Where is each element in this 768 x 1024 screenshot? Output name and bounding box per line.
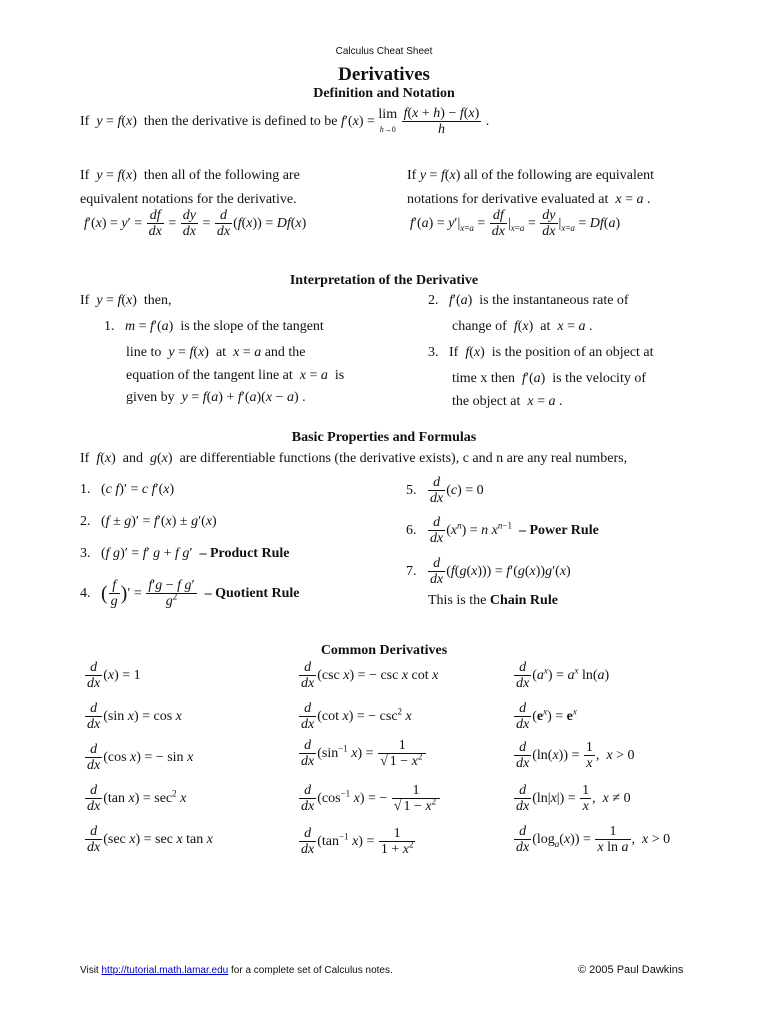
notation-right-formula: $f'(a) = y'|_{x=a}$ = $\frac{df}{dx}$ $|_{x=a}$ = $\frac{dy}{dx}$ $|_{x=a} = Df(a)$ <box>410 208 621 240</box>
notation-left-formula: f′(x) = y′ = $\frac{df}{dx}$ = $\frac{dy}{dx}$ = $\frac{d}{dx}$ (f(x)) = Df(x) <box>84 208 307 240</box>
rule-7: 7. $\frac{d}{dx}$ (f(g(x))) = f′(g(x))g′(x) <box>406 556 571 588</box>
interpretation-item1-line3: equation of the tangent line at x = a is <box>126 368 345 383</box>
footer-visit: Visit <box>80 965 99 976</box>
deriv-tan: $\frac{d}{dx}$ (tan $x) = \sec^2 x$ <box>87 783 187 815</box>
section-common-heading: Common Derivatives <box>320 643 448 658</box>
interpretation-item3: 3. If f(x) is the position of an object at <box>428 345 654 360</box>
deriv-csc: $\frac{d}{dx}$ (csc x) = − csc x cot x <box>301 660 439 692</box>
footer-rest: for a complete set of Calculus notes. <box>231 965 393 976</box>
footer-copyright: © 2005 Paul Dawkins <box>578 964 684 976</box>
interpretation-item3-line2: time x then f′(a) is the velocity of <box>452 371 646 386</box>
derivative-definition: If y = f(x) then the derivative is defined to be f′(x) = lim h→0 $\frac{f(x + h) - f(x)}{h}$ . <box>80 106 490 138</box>
interpretation-item2-line2: change of f(x) at x = a . <box>452 319 593 334</box>
deriv-arctan: $\frac{d}{dx}$ ($\tan^{-1}$ x) = $\frac{1}{1 + x^2}$ <box>301 826 414 858</box>
deriv-cos: $\frac{d}{dx}$ (cos x) = − sin x <box>87 742 194 774</box>
basic-intro: If f(x) and g(x) are differentiable functions (the derivative exists), c and n are any real numbers, <box>80 451 628 466</box>
deriv-arccos: $\frac{d}{dx}$ ($\cos^{-1}$ x) = − $\frac{1}{√ 1 - x^2}$ <box>298 783 441 815</box>
footer-note <box>80 965 393 976</box>
deriv-x: $\frac{d}{dx}$ (x) = 1 <box>87 660 141 692</box>
notation-right-line2: notations for derivative evaluated at x = a . <box>407 192 651 207</box>
deriv-cot: $\frac{d}{dx}$ (cot x) = − $\csc^2 x$ <box>301 701 412 733</box>
rule-1: 1. (c f)′ = c f′(x) <box>80 482 175 497</box>
interpretation-item1-line2: line to y = f(x) at x = a and the <box>126 345 306 360</box>
interpretation-item2: 2. f′(a) is the instantaneous rate of <box>428 293 629 308</box>
page-title: Derivatives <box>338 64 430 85</box>
notation-left-line2: equivalent notations for the derivative. <box>80 192 297 207</box>
interpretation-item1-line4: given by y = f(a) + f′(a)(x − a) . <box>126 390 306 405</box>
section-interpretation-heading: Interpretation of the Derivative <box>289 273 479 288</box>
rule-2: 2. (f ± g)′ = f′(x) ± g′(x) <box>80 514 217 529</box>
deriv-ln-abs: $\frac{d}{dx}$ (ln|x|) = $\frac{1}{x}$ , x ≠ 0 <box>516 783 631 815</box>
section-definition-heading: Definition and Notation <box>313 86 455 101</box>
deriv-exp-e: $\frac{d}{dx}$ $(e^x) = e^x$ <box>516 701 577 733</box>
deriv-log-a: $\frac{d}{dx}$ $(\log_a(x))$ = $\frac{1}{\text{x ln a}}$ , x > 0 <box>516 824 671 856</box>
interpretation-item3-line3: the object at x = a . <box>452 394 563 409</box>
deriv-ln: $\frac{d}{dx}$ (ln(x)) = $\frac{1}{x}$ , x > 0 <box>516 740 635 772</box>
deriv-arcsin: $\frac{d}{dx}$ ($\sin^{-1}$ x) = $\frac{1}{√ 1 - x^2}$ <box>298 738 427 770</box>
deriv-sin: $\frac{d}{dx}$ (sin x) = cos x <box>87 701 182 733</box>
section-basic-heading: Basic Properties and Formulas <box>291 430 477 445</box>
footer-link[interactable]: http://tutorial.math.lamar.edu <box>101 965 229 976</box>
rule-4: 4. ( $\frac{f}{g}$ )′ = $\frac{\text{f′g − f g′}}{g^2}$ – Quotient Rule <box>80 578 300 610</box>
deriv-sec: $\frac{d}{dx}$ (sec x) = sec x tan x <box>87 824 213 856</box>
definition-lead: then the derivative is defined to be <box>143 114 338 130</box>
chain-rule-note: This is the Chain Rule <box>428 593 558 608</box>
notation-left-line1: If y = f(x) then all of the following are <box>80 168 300 183</box>
rule-5: 5. $\frac{d}{dx}$ (c) = 0 <box>406 475 484 507</box>
rule-3: 3. (f g)′ = f′ g + f g′ – Product Rule <box>80 546 290 561</box>
interpretation-lead: If y = f(x) then, <box>80 293 172 308</box>
page-caption: Calculus Cheat Sheet <box>335 46 433 57</box>
rule-6: 6. $\frac{d}{dx}$ $(x^n) = n$ $x^{n-1}$ – Power Rule <box>406 515 599 547</box>
deriv-exp-a: $\frac{d}{dx}$ $(a^x) = a^x$ ln(a) <box>516 660 610 692</box>
interpretation-item1: 1. m = f′(a) is the slope of the tangent <box>104 319 324 334</box>
notation-right-line1: If y = f(x) all of the following are equivalent <box>407 168 655 183</box>
